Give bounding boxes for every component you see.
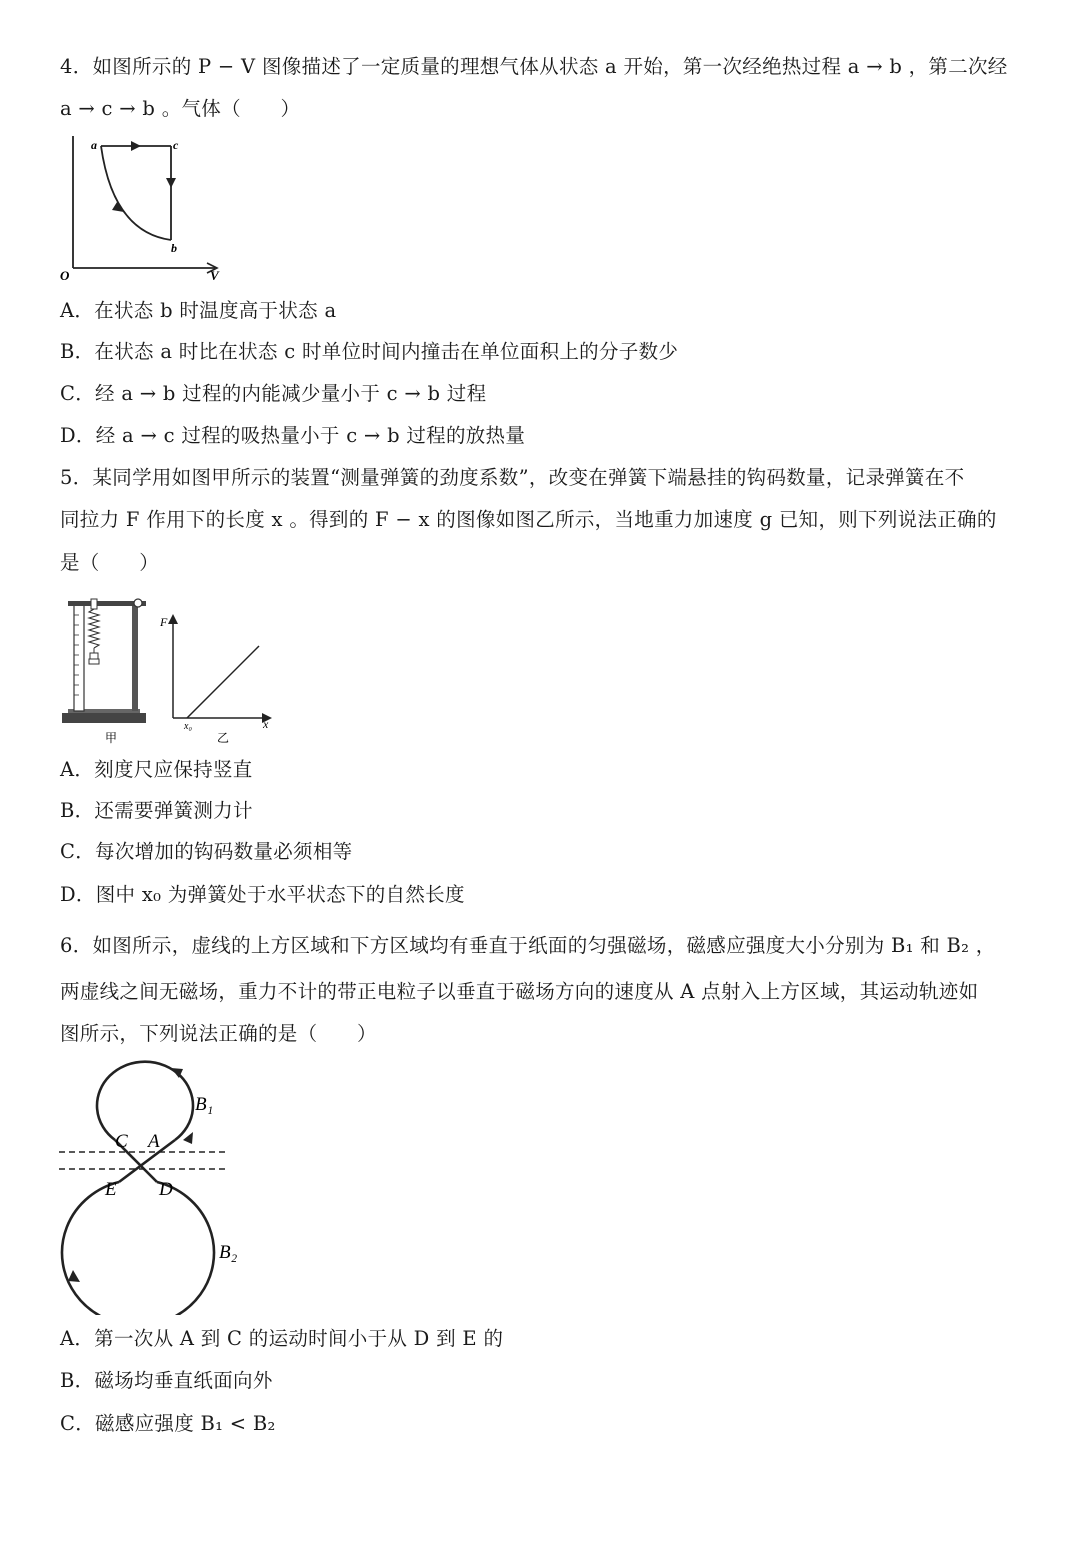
q6-option-a: A．第一次从 A 到 C 的运动时间小于从 D 到 E 的	[60, 1327, 504, 1350]
q4-option-a: A．在状态 b 时温度高于状态 a	[60, 299, 337, 322]
label-x-axis: x	[263, 717, 269, 731]
label-jia: 甲	[105, 731, 118, 745]
label-b1: B₁	[195, 1094, 214, 1115]
q5-option-a: A．刻度尺应保持竖直	[60, 758, 253, 781]
q4-option-b: B．在状态 a 时比在状态 c 时单位时间内撞击在单位面积上的分子数少	[60, 340, 679, 363]
label-b2: B₂	[219, 1242, 238, 1263]
q6-trajectory-figure	[55, 1060, 255, 1315]
q5-stem-line3: 是（ ）	[60, 551, 160, 574]
q4-stem-line1: 4．如图所示的 P − V 图像描述了一定质量的理想气体从状态 a 开始，第一次经绝热过程 a → b ，第二次经	[60, 55, 1008, 78]
label-v-axis: V	[210, 268, 219, 283]
q5-stem-line2: 同拉力 F 作用下的长度 x 。得到的 F − x 的图像如图乙所示，当地重力加速度 g 已知，则下列说法正确的	[60, 508, 997, 531]
q5-fx-graph	[155, 610, 280, 745]
label-x0: x₀	[184, 721, 192, 732]
q4-option-d: D．经 a → c 过程的吸热量小于 c → b 过程的放热量	[60, 424, 526, 447]
q6-stem-line2: 两虚线之间无磁场，重力不计的带正电粒子以垂直于磁场方向的速度从 A 点射入上方区域，其运动轨迹如	[60, 980, 979, 1003]
q4-option-c: C．经 a → b 过程的内能减少量小于 c → b 过程	[60, 382, 487, 405]
q5-spring-apparatus	[58, 595, 158, 747]
q6-stem-line1: 6．如图所示，虚线的上方区域和下方区域均有垂直于纸面的匀强磁场，磁感应强度大小分别为 B₁ 和 B₂ ，	[60, 934, 996, 957]
process-a-b-curve	[101, 146, 171, 240]
q6-option-b: B．磁场均垂直纸面向外	[60, 1369, 273, 1392]
q4-stem-line2: a → c → b 。气体（ ）	[60, 97, 301, 120]
q5-option-b: B．还需要弹簧测力计	[60, 799, 253, 822]
label-a-point: A	[148, 1131, 160, 1152]
q6-option-c: C．磁感应强度 B₁ < B₂	[60, 1412, 276, 1435]
label-d: D	[159, 1179, 173, 1200]
lower-circle-path	[62, 1182, 214, 1315]
q4-pv-diagram	[55, 130, 230, 285]
q5-option-c: C．每次增加的钩码数量必须相等	[60, 840, 353, 863]
label-c: c	[173, 138, 179, 152]
label-b: b	[171, 241, 177, 255]
label-origin: O	[60, 268, 70, 283]
label-yi: 乙	[217, 731, 230, 745]
q6-stem-line3: 图所示，下列说法正确的是（ ）	[60, 1022, 377, 1045]
f-x-line	[187, 646, 259, 718]
label-f-axis: F	[160, 615, 168, 629]
label-e: E	[105, 1179, 117, 1200]
q5-option-d: D．图中 x₀ 为弹簧处于水平状态下的自然长度	[60, 883, 465, 906]
label-c: C	[115, 1131, 128, 1152]
label-a: a	[91, 138, 97, 152]
q5-stem-line1: 5．某同学用如图甲所示的装置“测量弹簧的劲度系数”，改变在弹簧下端悬挂的钩码数量，记录弹簧在不	[60, 466, 965, 489]
